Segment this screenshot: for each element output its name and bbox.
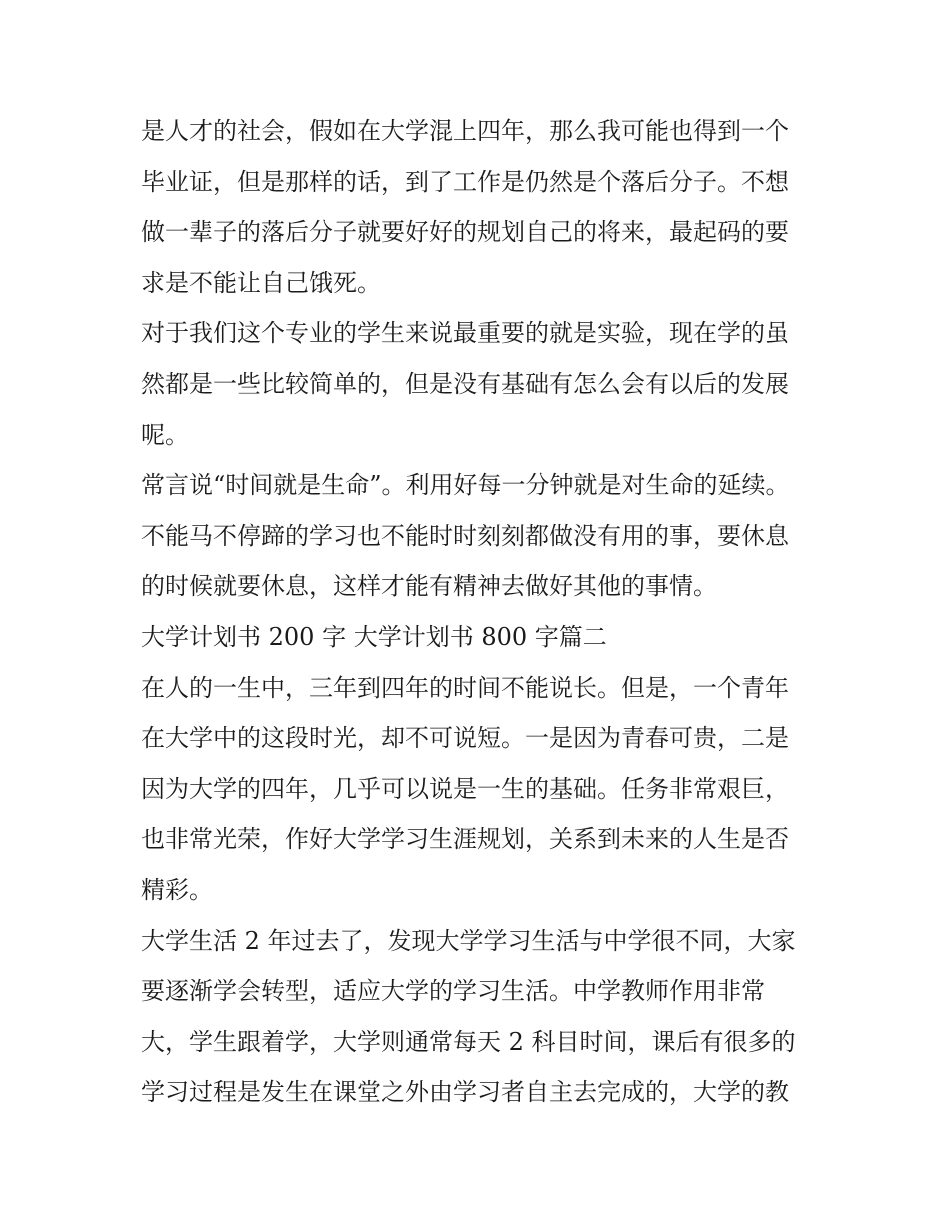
text-line: 对于我们这个专业的学生来说最重要的就是实验，现在学的虽 (141, 319, 789, 348)
paragraph (141, 460, 821, 612)
paragraph (141, 106, 821, 308)
text-line: 常言说“时间就是生命”。利用好每一分钟就是对生命的延续。 (141, 471, 790, 500)
text-line: 不能马不停蹄的学习也不能时时刻刻都做没有用的事，要休息 (141, 521, 789, 550)
text-line: 也非常光荣，作好大学学习生涯规划，关系到未来的人生是否 (141, 825, 789, 854)
text-line: 然都是一些比较简单的，但是没有基础有怎么会有以后的发展 (141, 369, 789, 398)
text-line: 要逐渐学会转型，适应大学的学习生活。中学教师作用非常 (141, 977, 765, 1006)
text-line: 做一辈子的落后分子就要好好的规划自己的将来，最起码的要 (141, 218, 789, 247)
text-line: 在大学中的这段时光，却不可说短。一是因为青春可贵，二是 (141, 724, 789, 753)
text-line: 在人的一生中，三年到四年的时间不能说长。但是，一个青年 (141, 673, 789, 702)
text-line: 大学生活 2 年过去了，发现大学学习生活与中学很不同，大家 (141, 926, 796, 955)
text-line: 是人才的社会，假如在大学混上四年，那么我可能也得到一个 (141, 117, 789, 145)
text-line: 求是不能让自己饿死。 (141, 268, 381, 297)
paragraph (141, 308, 821, 460)
text-line: 毕业证，但是那样的话，到了工作是仍然是个落后分子。不想 (141, 167, 789, 196)
heading-line: 大学计划书 200 字 大学计划书 800 字篇二 (141, 622, 607, 651)
text-line: 学习过程是发生在课堂之外由学习者自主去完成的，大学的教 (141, 1078, 789, 1107)
section-heading (141, 612, 821, 663)
text-line: 呢。 (141, 420, 189, 449)
text-line: 的时候就要休息，这样才能有精神去做好其他的事情。 (141, 572, 717, 601)
document-body (141, 106, 821, 1118)
text-line: 因为大学的四年，几乎可以说是一生的基础。任务非常艰巨， (141, 774, 789, 803)
paragraph (141, 663, 821, 916)
text-line: 精彩。 (141, 875, 213, 904)
text-line: 大，学生跟着学，大学则通常每天 2 科目时间，课后有很多的 (141, 1027, 796, 1056)
paragraph (141, 916, 821, 1118)
